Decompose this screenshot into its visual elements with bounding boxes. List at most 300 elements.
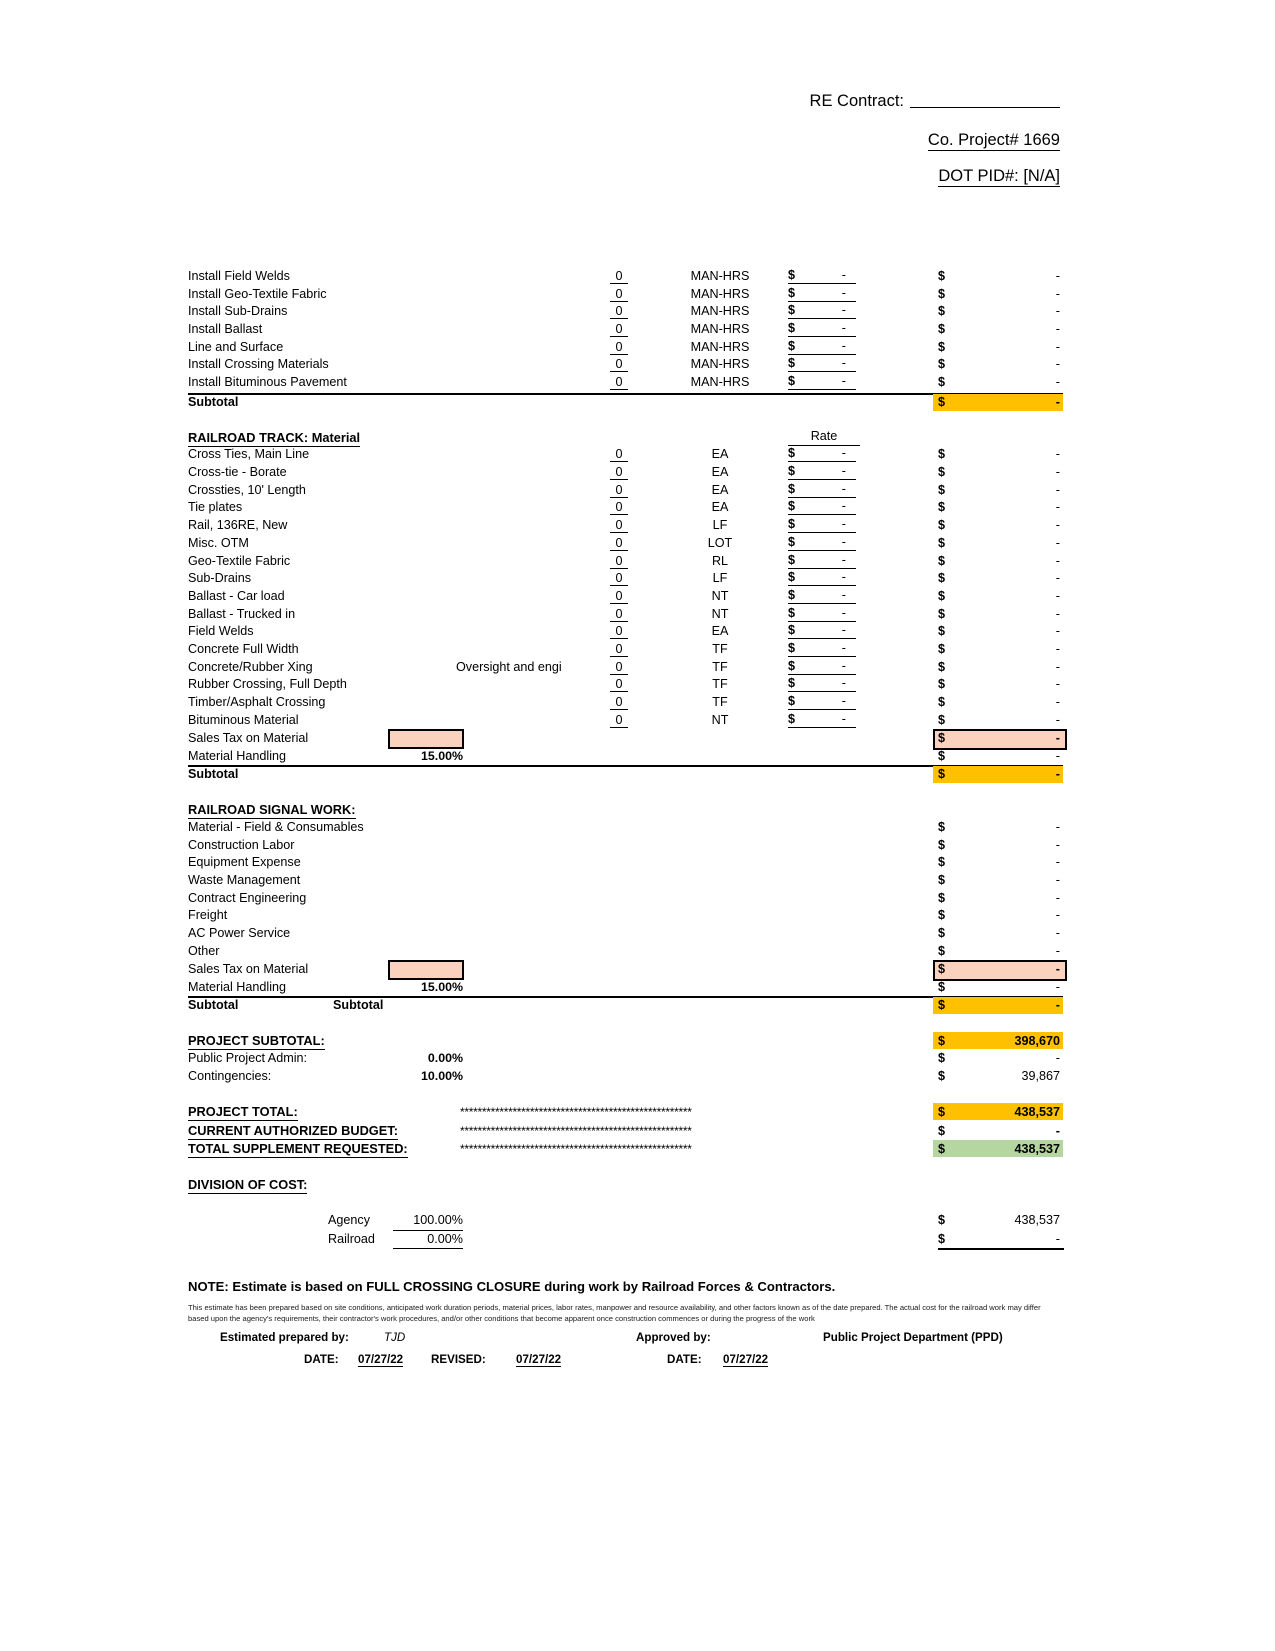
amount-value: - (1055, 1231, 1060, 1246)
rate-value: - (841, 587, 846, 602)
line-item-label: Material Handling (188, 979, 287, 994)
unit-label: MAN-HRS (690, 286, 750, 301)
amount-currency-symbol: $ (938, 641, 946, 656)
amount-currency-symbol: $ (938, 394, 946, 409)
rate-value: - (841, 499, 846, 514)
quantity-value: 0 (610, 357, 627, 372)
amount-currency-symbol: $ (938, 1231, 946, 1246)
rate-value: - (841, 640, 846, 655)
quantity-value: 0 (610, 677, 627, 692)
rate-value: - (841, 481, 846, 496)
line-item-label: Contingencies: (188, 1068, 272, 1083)
amount-currency-symbol: $ (938, 979, 946, 994)
amount-value: - (1055, 677, 1060, 692)
amount-value: - (1055, 518, 1060, 533)
line-item-label: Sales Tax on Material (188, 962, 309, 977)
rate-underline (788, 641, 856, 657)
material-row (188, 588, 1063, 606)
division-of-cost-header-row (188, 1176, 1063, 1194)
line-item-label: Rubber Crossing, Full Depth (188, 677, 347, 692)
current-authorized-budget-row (188, 1122, 1063, 1140)
line-item-label: Install Ballast (188, 322, 263, 337)
division-party-label: Railroad (328, 1231, 375, 1246)
labor-row (188, 339, 1063, 357)
unit-label: NT (711, 588, 729, 603)
line-item-label: Equipment Expense (188, 855, 301, 870)
amount-currency-symbol: $ (938, 712, 946, 727)
rate-underline (788, 712, 856, 728)
quantity-value: 0 (610, 607, 627, 622)
amount-value: - (1055, 908, 1060, 923)
amount-currency-symbol: $ (938, 943, 946, 958)
rate-value: - (841, 321, 846, 336)
amount-currency-symbol: $ (938, 890, 946, 905)
signal-row (188, 837, 1063, 855)
rate-value: - (841, 694, 846, 708)
quantity-cell[interactable] (600, 606, 638, 624)
unit-label: LOT (707, 535, 733, 550)
quantity-cell[interactable] (600, 623, 638, 641)
date-label-1: DATE: (304, 1353, 339, 1366)
quantity-cell[interactable] (600, 553, 638, 571)
signal-row (188, 872, 1063, 890)
amount-currency-symbol: $ (938, 1068, 946, 1083)
amount-value: - (1055, 1051, 1060, 1066)
material-row (188, 606, 1063, 624)
quantity-value: 0 (610, 536, 627, 551)
project-total-row (188, 1103, 1063, 1121)
rate-underline (788, 446, 856, 462)
quantity-cell[interactable] (600, 268, 638, 286)
line-item-label: AC Power Service (188, 925, 291, 940)
rate-underline (788, 339, 856, 355)
line-item-label: Field Welds (188, 624, 254, 639)
amount-value: - (1055, 375, 1060, 390)
amount-value: - (1055, 659, 1060, 674)
rate-underline (788, 321, 856, 337)
unit-label: EA (711, 465, 729, 480)
subtotal-label: Subtotal (188, 394, 239, 409)
amount-value: - (1055, 925, 1060, 940)
quantity-cell[interactable] (600, 570, 638, 588)
quantity-cell[interactable] (600, 676, 638, 694)
quantity-value: 0 (610, 375, 627, 390)
percent-value[interactable]: 10.00% (420, 1068, 463, 1083)
closure-note: NOTE: Estimate is based on FULL CROSSING CLOSURE during work by Railroad Forces & Contractors. (188, 1279, 836, 1294)
rate-underline (788, 553, 856, 569)
unit-label: MAN-HRS (690, 357, 750, 372)
line-item-label: Contract Engineering (188, 890, 307, 905)
rate-underline (788, 659, 856, 675)
rate-value: - (841, 338, 846, 353)
material-row (188, 446, 1063, 464)
amount-currency-symbol: $ (938, 767, 946, 782)
rate-currency-symbol: $ (788, 640, 796, 655)
amount-value: - (1055, 394, 1060, 409)
quantity-cell[interactable] (600, 517, 638, 535)
sales-tax-rate-input[interactable] (388, 960, 464, 980)
signal-row (188, 819, 1063, 837)
amount-currency-symbol: $ (938, 837, 946, 852)
rate-underline (788, 606, 856, 622)
division-percent[interactable]: 0.00% (393, 1230, 463, 1249)
rate-currency-symbol: $ (788, 321, 796, 336)
signal-row (188, 854, 1063, 872)
amount-currency-symbol: $ (938, 731, 946, 746)
amount-currency-symbol: $ (938, 482, 946, 497)
amount-value: - (1055, 606, 1060, 621)
amount-value: - (1055, 1123, 1060, 1138)
signal-section-title (188, 801, 458, 819)
material-row (188, 641, 1063, 659)
quantity-cell[interactable] (600, 303, 638, 321)
rate-underline (788, 623, 856, 639)
amount-value: - (1055, 482, 1060, 497)
unit-label: MAN-HRS (690, 322, 750, 337)
unit-label: LF (712, 518, 728, 533)
quantity-cell[interactable] (600, 446, 638, 464)
amount-currency-symbol: $ (938, 1123, 946, 1138)
amount-value: - (1055, 535, 1060, 550)
approved-by-label: Approved by: (636, 1331, 711, 1344)
unit-label: MAN-HRS (690, 339, 750, 354)
unit-label: LF (712, 571, 728, 586)
quantity-value: 0 (610, 554, 627, 569)
revised-value[interactable]: 07/27/22 (516, 1353, 562, 1366)
amount-currency-symbol: $ (938, 1051, 946, 1066)
rate-value: - (841, 711, 846, 726)
unit-label: EA (711, 500, 729, 515)
material-row (188, 676, 1063, 694)
total-label-text: PROJECT TOTAL: (188, 1104, 298, 1120)
quantity-cell[interactable] (600, 641, 638, 659)
line-item-label: Cross-tie - Borate (188, 465, 287, 480)
amount-currency-symbol: $ (938, 1141, 946, 1156)
labor-row (188, 356, 1063, 374)
line-item-label: Timber/Asphalt Crossing (188, 695, 326, 709)
rate-underline (788, 374, 856, 390)
rate-currency-symbol: $ (788, 481, 796, 496)
amount-currency-symbol: $ (938, 375, 946, 390)
quantity-value: 0 (610, 518, 627, 533)
quantity-cell[interactable] (600, 659, 638, 677)
amount-currency-symbol: $ (938, 748, 946, 763)
estimated-prepared-by-value[interactable]: TJD (384, 1331, 406, 1344)
total-label (188, 1103, 468, 1121)
signal-row (188, 907, 1063, 925)
amount-value: - (1055, 712, 1060, 727)
labor-row (188, 268, 1063, 286)
unit-label: MAN-HRS (690, 304, 750, 319)
amount-currency-symbol: $ (938, 269, 946, 283)
rate-underline (788, 570, 856, 586)
material-section-title (188, 429, 458, 447)
estimate-sheet (188, 268, 1063, 1248)
department-label: Public Project Department (PPD) (823, 1331, 1003, 1344)
rate-currency-symbol: $ (788, 499, 796, 514)
amount-currency-symbol: $ (938, 1213, 946, 1228)
rate-currency-symbol: $ (788, 552, 796, 567)
division-of-cost-title-text: DIVISION OF COST: (188, 1176, 308, 1192)
re-contract-label: RE Contract: (809, 92, 904, 110)
subtotal-label: Subtotal (188, 767, 239, 782)
amount-currency-symbol: $ (938, 962, 946, 977)
total-label-text: TOTAL SUPPLEMENT REQUESTED: (188, 1140, 408, 1156)
rate-underline (788, 356, 856, 372)
stars-separator: ***************************************************** (460, 1105, 692, 1120)
quantity-cell[interactable] (600, 694, 638, 712)
unit-label: MAN-HRS (690, 375, 750, 390)
line-item-label: Ballast - Trucked in (188, 606, 296, 621)
amount-currency-symbol: $ (938, 872, 946, 887)
rate-underline (788, 676, 856, 692)
footer-row-dates (188, 1353, 1068, 1375)
material-row (188, 535, 1063, 553)
amount-value: - (1055, 890, 1060, 905)
amount-currency-symbol: $ (938, 535, 946, 550)
quantity-cell[interactable] (600, 499, 638, 517)
quantity-cell[interactable] (600, 482, 638, 500)
total-label (188, 1140, 468, 1158)
rate-value: - (841, 446, 846, 461)
amount-currency-symbol: $ (938, 677, 946, 692)
amount-currency-symbol: $ (938, 286, 946, 301)
rate-value: - (841, 605, 846, 620)
amount-currency-symbol: $ (938, 465, 946, 480)
amount-currency-symbol: $ (938, 447, 946, 462)
date-value-1[interactable]: 07/27/22 (358, 1353, 404, 1366)
line-item-note: Oversight and engi (456, 659, 562, 674)
amount-currency-symbol: $ (938, 322, 946, 337)
material-row (188, 623, 1063, 641)
quantity-value: 0 (610, 500, 627, 515)
stars-separator: ***************************************************** (460, 1123, 692, 1138)
line-item-label: Other (188, 943, 220, 958)
amount-value: - (1055, 357, 1060, 372)
amount-currency-symbol: $ (938, 624, 946, 639)
division-party-label: Agency (328, 1213, 371, 1228)
line-item-label: Install Field Welds (188, 269, 290, 283)
project-subtotal-label-text: PROJECT SUBTOTAL: (188, 1033, 325, 1049)
rate-value: - (841, 464, 846, 479)
rate-currency-symbol: $ (788, 356, 796, 371)
subtotal-label: Subtotal (188, 998, 239, 1013)
signal-section-header-row (188, 801, 1063, 819)
division-percent[interactable]: 100.00% (393, 1211, 463, 1230)
rate-value: - (841, 623, 846, 638)
quantity-value: 0 (610, 624, 627, 639)
quantity-value: 0 (610, 713, 627, 728)
amount-currency-symbol: $ (938, 571, 946, 586)
division-total-underline (938, 1246, 1064, 1250)
quantity-cell[interactable] (600, 588, 638, 606)
line-item-label: Material - Field & Consumables (188, 819, 364, 834)
project-subtotal-row (188, 1032, 1063, 1050)
quantity-value: 0 (610, 269, 627, 284)
amount-value: 398,670 (1014, 1034, 1060, 1049)
material-subtotal-row (188, 765, 1063, 783)
rate-currency-symbol: $ (788, 694, 796, 708)
amount-value: - (1055, 641, 1060, 656)
unit-label: EA (711, 447, 729, 462)
amount-value: - (1055, 447, 1060, 462)
material-row (188, 570, 1063, 588)
line-item-label: Construction Labor (188, 837, 295, 852)
quantity-cell[interactable] (600, 321, 638, 339)
material-row (188, 659, 1063, 677)
signal-row (188, 925, 1063, 943)
amount-value: 438,537 (1014, 1105, 1060, 1120)
amount-value: - (1055, 553, 1060, 568)
line-item-label: Concrete Full Width (188, 641, 299, 656)
line-item-label: Freight (188, 908, 228, 923)
amount-currency-symbol: $ (938, 855, 946, 870)
amount-value: - (1055, 500, 1060, 515)
rate-currency-symbol: $ (788, 587, 796, 602)
dot-pid-number (938, 167, 1060, 186)
line-item-label: Install Crossing Materials (188, 357, 329, 372)
amount-value: - (1055, 304, 1060, 319)
unit-label: TF (712, 695, 728, 709)
rate-underline (788, 499, 856, 515)
total-label (188, 1122, 468, 1140)
rate-value: - (841, 658, 846, 673)
rate-currency-symbol: $ (788, 711, 796, 726)
rate-value: - (841, 374, 846, 389)
rate-currency-symbol: $ (788, 464, 796, 479)
quantity-value: 0 (610, 483, 627, 498)
amount-value: 39,867 (1021, 1068, 1060, 1083)
footer-row-prepared (188, 1331, 1068, 1353)
dot-pid-number-text: DOT PID#: [N/A] (938, 167, 1060, 185)
amount-value: - (1055, 286, 1060, 301)
line-item-label: Geo-Textile Fabric (188, 553, 291, 568)
total-supplement-requested-row (188, 1140, 1063, 1158)
amount-currency-symbol: $ (938, 304, 946, 319)
project-subtotal-label (188, 1032, 458, 1050)
rate-currency-symbol: $ (788, 623, 796, 638)
material-handling-percent[interactable]: 15.00% (420, 748, 463, 763)
amount-currency-symbol: $ (938, 606, 946, 621)
unit-label: EA (711, 482, 729, 497)
rate-value: - (841, 570, 846, 585)
quantity-cell[interactable] (600, 339, 638, 357)
amount-value: 438,537 (1014, 1141, 1060, 1156)
line-item-label: Crossties, 10' Length (188, 482, 306, 497)
line-item-label: Cross Ties, Main Line (188, 447, 310, 462)
signal-row (188, 943, 1063, 961)
quantity-value: 0 (610, 447, 627, 462)
rate-underline (788, 464, 856, 480)
amount-value: 438,537 (1014, 1213, 1060, 1228)
amount-value: - (1055, 695, 1060, 709)
unit-label: NT (711, 712, 729, 727)
date-value-2[interactable]: 07/27/22 (723, 1353, 769, 1366)
signature-footer (188, 1331, 1068, 1375)
amount-value: - (1055, 269, 1060, 283)
amount-value: - (1055, 748, 1060, 763)
rate-currency-symbol: $ (788, 285, 796, 300)
material-row (188, 712, 1063, 730)
signal-section-title-text: RAILROAD SIGNAL WORK: (188, 802, 356, 818)
quantity-value: 0 (610, 660, 627, 675)
estimated-prepared-by-label: Estimated prepared by: (220, 1331, 349, 1344)
division-of-cost-title (188, 1176, 458, 1194)
line-item-label: Install Sub-Drains (188, 304, 288, 319)
amount-value: - (1055, 998, 1060, 1013)
signal-sales-tax-row (188, 960, 1063, 978)
labor-row (188, 374, 1063, 392)
line-item-label: Sales Tax on Material (188, 731, 309, 746)
rate-underline (788, 482, 856, 498)
rate-value: - (841, 285, 846, 300)
rate-underline (788, 286, 856, 302)
quantity-cell[interactable] (600, 374, 638, 392)
rate-underline (788, 303, 856, 319)
amount-value: - (1055, 767, 1060, 782)
quantity-value: 0 (610, 571, 627, 586)
revised-label: REVISED: (431, 1353, 486, 1366)
line-item-label: Material Handling (188, 748, 287, 763)
unit-label: TF (712, 677, 728, 692)
material-handling-percent[interactable]: 15.00% (420, 979, 463, 994)
rate-currency-symbol: $ (788, 303, 796, 318)
material-section-header-row (188, 429, 1063, 447)
rate-currency-symbol: $ (788, 534, 796, 549)
sales-tax-rate-input[interactable] (388, 729, 464, 749)
rate-value: - (841, 552, 846, 567)
material-row (188, 553, 1063, 571)
line-item-label: Ballast - Car load (188, 588, 285, 603)
amount-value: - (1055, 855, 1060, 870)
signal-row (188, 890, 1063, 908)
unit-label: TF (712, 659, 728, 674)
labor-row (188, 286, 1063, 304)
amount-value: - (1055, 571, 1060, 586)
line-item-label: Install Geo-Textile Fabric (188, 286, 327, 301)
labor-row (188, 321, 1063, 339)
percent-value[interactable]: 0.00% (427, 1051, 463, 1066)
material-row (188, 694, 1063, 712)
rate-currency-symbol: $ (788, 570, 796, 585)
unit-label: EA (711, 624, 729, 639)
amount-currency-symbol: $ (938, 357, 946, 372)
line-item-label: Tie plates (188, 500, 243, 515)
rate-column-header: Rate (788, 429, 860, 446)
amount-value: - (1055, 588, 1060, 603)
amount-currency-symbol: $ (938, 1105, 946, 1120)
quantity-value: 0 (610, 589, 627, 604)
quantity-cell[interactable] (600, 712, 638, 730)
quantity-cell[interactable] (600, 286, 638, 304)
rate-underline (788, 535, 856, 551)
rate-currency-symbol: $ (788, 446, 796, 461)
amount-currency-symbol: $ (938, 588, 946, 603)
amount-currency-symbol: $ (938, 500, 946, 515)
amount-value: - (1055, 819, 1060, 834)
quantity-cell[interactable] (600, 535, 638, 553)
quantity-value: 0 (610, 695, 627, 710)
rate-value: - (841, 268, 846, 282)
contingencies-row (188, 1068, 1063, 1086)
re-contract-blank-line[interactable] (910, 93, 1060, 108)
line-item-label: Install Bituminous Pavement (188, 375, 347, 390)
material-sales-tax-row (188, 729, 1063, 747)
quantity-cell[interactable] (600, 464, 638, 482)
quantity-cell[interactable] (600, 356, 638, 374)
material-row (188, 482, 1063, 500)
line-item-label: Waste Management (188, 872, 301, 887)
